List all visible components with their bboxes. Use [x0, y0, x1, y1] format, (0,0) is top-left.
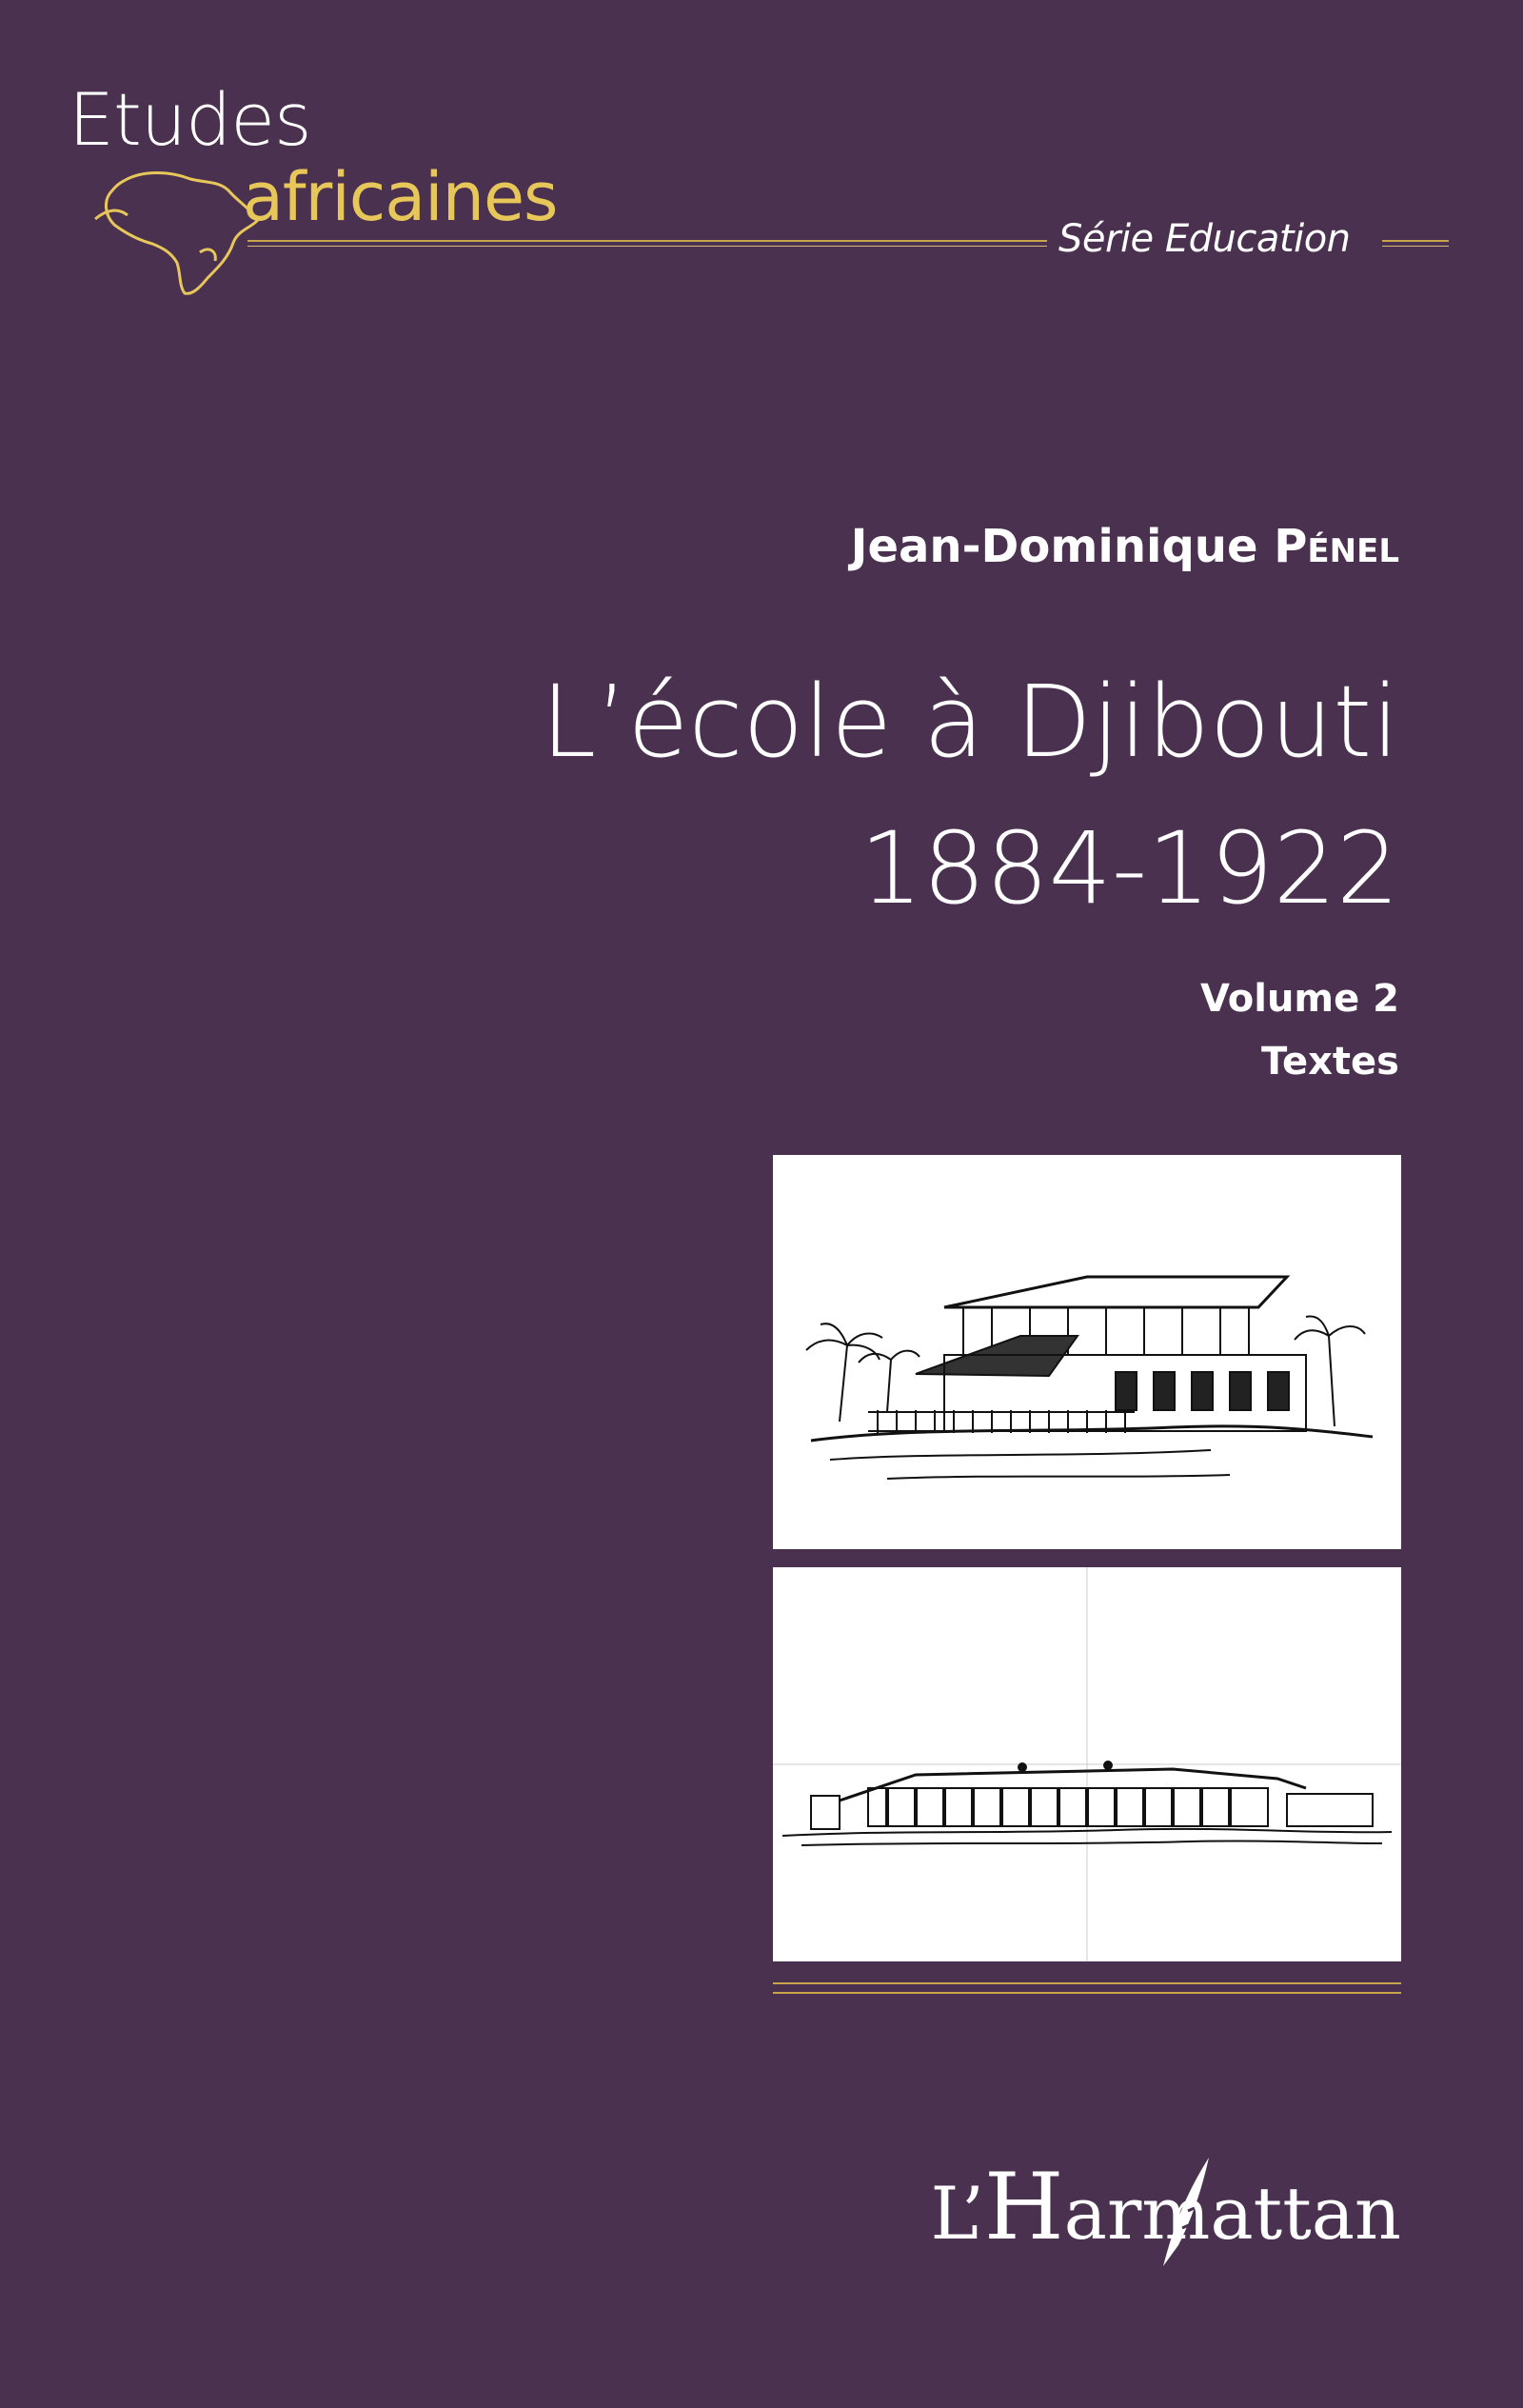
series-title-etudes: Etudes [69, 77, 311, 162]
publisher-name: armattan [1063, 2171, 1401, 2256]
volume-number: Volume 2 [1199, 977, 1399, 1021]
africa-map-icon [86, 162, 267, 305]
series-rule-right [1382, 240, 1449, 242]
publisher-prefix: L’ [930, 2171, 984, 2256]
publisher-logo [930, 2154, 1401, 2260]
school-sketch-drawing [773, 1567, 1401, 1961]
author-first-name: Jean-Dominique [850, 520, 1275, 573]
collection-label: Série Education [1058, 217, 1351, 261]
book-title: L’école à Djibouti [541, 664, 1399, 780]
publisher-initial: H [983, 2154, 1064, 2260]
illustration-rule-bottom [773, 1992, 1401, 1994]
book-subtitle: Textes [1261, 1040, 1399, 1084]
series-title-africaines: africaines [243, 158, 558, 236]
author-name [851, 520, 1399, 573]
building-sketch-drawing [773, 1155, 1401, 1549]
illustration-school-sketch [773, 1567, 1401, 1961]
illustration-building-sketch [773, 1155, 1401, 1549]
book-title-dates: 1884-1922 [860, 810, 1399, 926]
series-rule-left [247, 240, 1047, 242]
author-last-name: Pénel [1274, 520, 1399, 573]
series-rule-left-thin [247, 246, 1047, 247]
illustration-rule-top [773, 1982, 1401, 1984]
series-rule-right-thin [1382, 246, 1449, 247]
